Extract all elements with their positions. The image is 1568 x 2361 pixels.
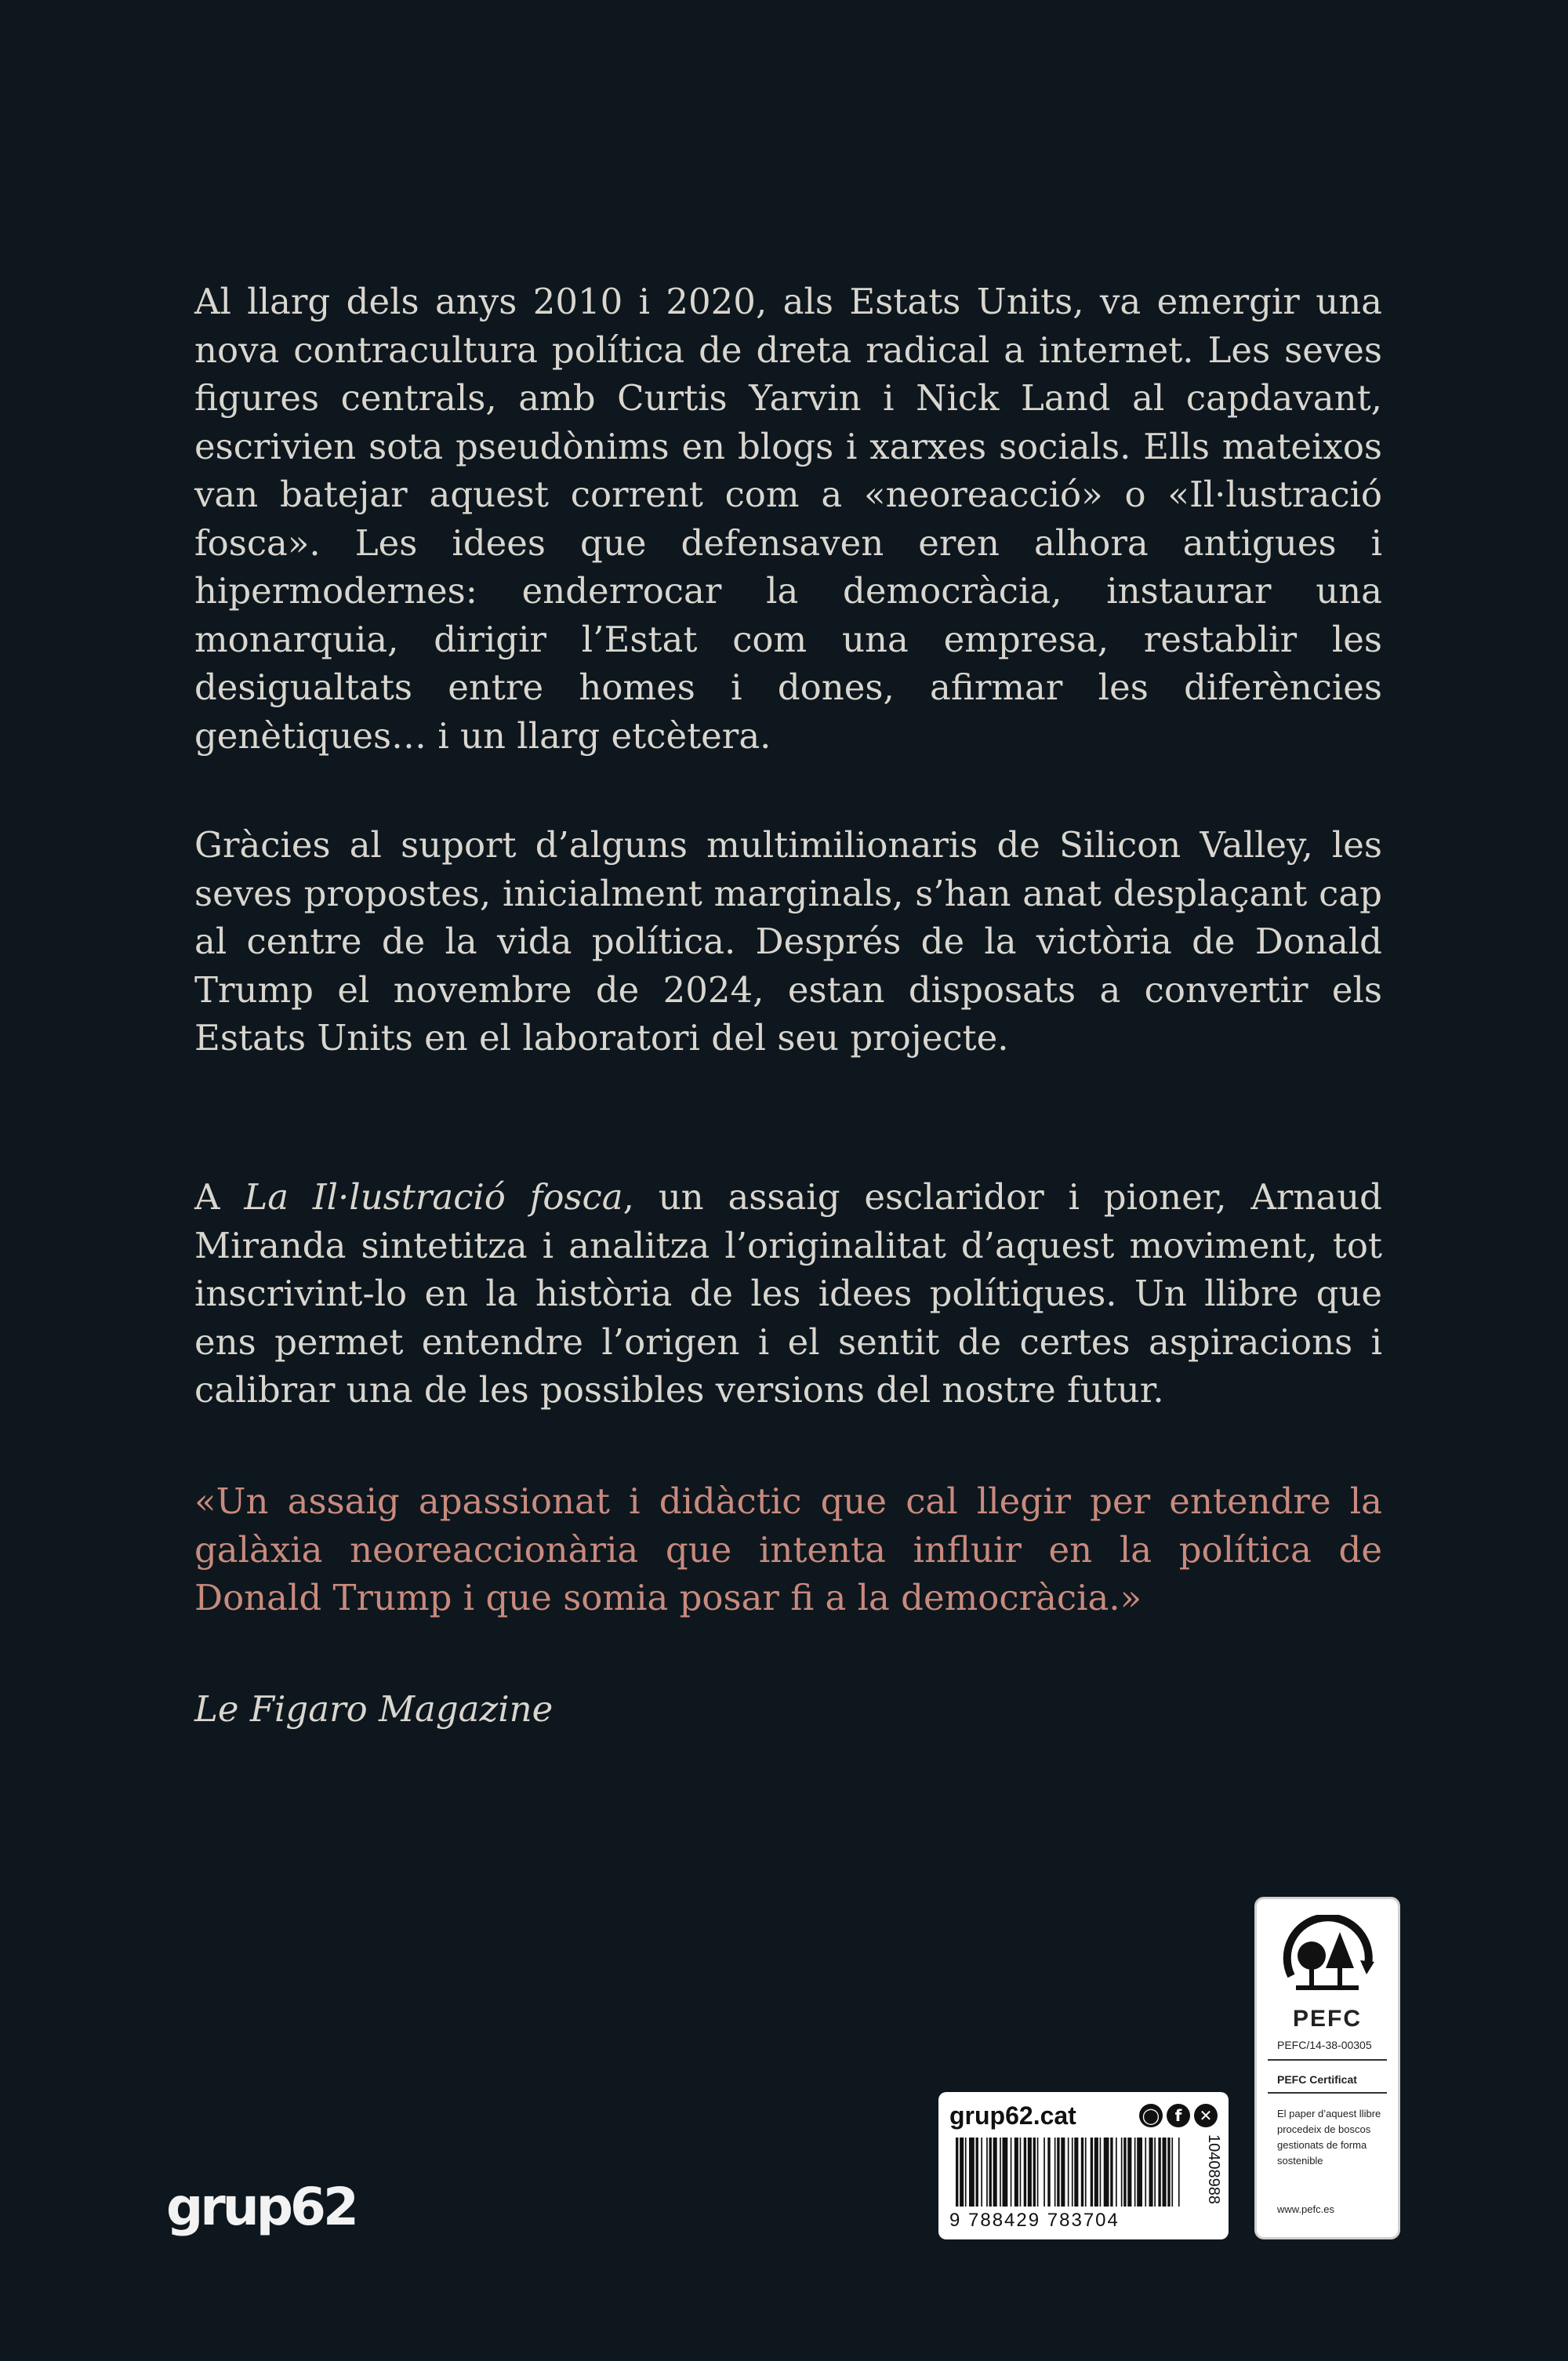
publisher-url: grup62.cat bbox=[949, 2101, 1076, 2130]
divider bbox=[1268, 2092, 1387, 2094]
isbn-digits: 9 788429 783704 bbox=[949, 2210, 1120, 2231]
quote-source: Le Figaro Magazine bbox=[194, 1688, 554, 1730]
pefc-certificate: PEFC Certificat bbox=[1277, 2073, 1357, 2086]
publisher-logo: grup62 bbox=[166, 2177, 356, 2237]
facebook-icon: f bbox=[1167, 2104, 1190, 2127]
barcode-icon bbox=[949, 2136, 1185, 2208]
paragraph-rest: , un assaig esclaridor i pioner, Arnaud Miranda sintetitza i analitza l’originalitat d’aquest moviment, tot inscrivint-lo en la història de les idees polítiques. Un llibre que ens permet entendre l’origen i el sentit de certes aspiracions i calibrar una de les possibles versions del nostre futur. bbox=[194, 1176, 1382, 1411]
blurb-paragraph-2 bbox=[194, 821, 1382, 1062]
paragraph-text: Gràcies al suport d’alguns multimilionaris de Silicon Valley, les seves propostes, inicialment marginals, s’han anat desplaçant cap al centre de la vida política. Després de la victòria de Donald Trump el novembre de 2024, estan disposats a convertir els Estats Units en el laboratori del seu projecte. bbox=[194, 824, 1382, 1059]
book-title: La Il·lustració fosca bbox=[244, 1176, 623, 1218]
social-icons bbox=[1139, 2104, 1218, 2127]
divider bbox=[1268, 2059, 1387, 2061]
blurb-paragraph-1 bbox=[194, 278, 1382, 760]
pefc-label bbox=[1254, 1897, 1400, 2239]
pefc-description: El paper d’aquest llibre procedeix de boscos gestionats de forma sostenible bbox=[1277, 2108, 1381, 2167]
blurb-paragraph-3 bbox=[194, 1173, 1382, 1415]
pefc-url: www.pefc.es bbox=[1277, 2203, 1334, 2215]
paragraph-text bbox=[194, 1173, 1382, 1415]
pefc-name: PEFC bbox=[1292, 2006, 1362, 2032]
barcode-side-code: 10408988 bbox=[1205, 2134, 1222, 2204]
barcode-label bbox=[938, 2092, 1229, 2239]
x-icon: ✕ bbox=[1194, 2104, 1218, 2127]
paragraph-text: Al llarg dels anys 2010 i 2020, als Estats Units, va emergir una nova contracultura política de dreta radical a internet. Les seves figures centrals, amb Curtis Yarvin i Nick Land al capdavant, escrivien sota pseudònims en blogs i xarxes socials. Ells mateixos van batejar aquest corrent com a «neoreacció» o «Il·lustració fosca». Les idees que defensaven eren alhora antigues i hipermodernes: enderrocar la democràcia, instaurar una monarquia, dirigir l’Estat com una empresa, restablir les desigualtats entre homes i dones, afirmar les diferències genètiques… i un llarg etcètera. bbox=[194, 281, 1382, 757]
instagram-icon: ◯ bbox=[1139, 2104, 1163, 2127]
pefc-tree-icon bbox=[1276, 1915, 1379, 2003]
paragraph-prefix: A bbox=[194, 1176, 245, 1218]
press-quote: «Un assaig apassionat i didàctic que cal llegir per entendre la galàxia neoreaccionària que intenta influir en la política de Donald Trump i que somia posar fi a la democràcia.» bbox=[194, 1480, 1382, 1618]
pefc-code: PEFC/14-38-00305 bbox=[1277, 2039, 1372, 2051]
